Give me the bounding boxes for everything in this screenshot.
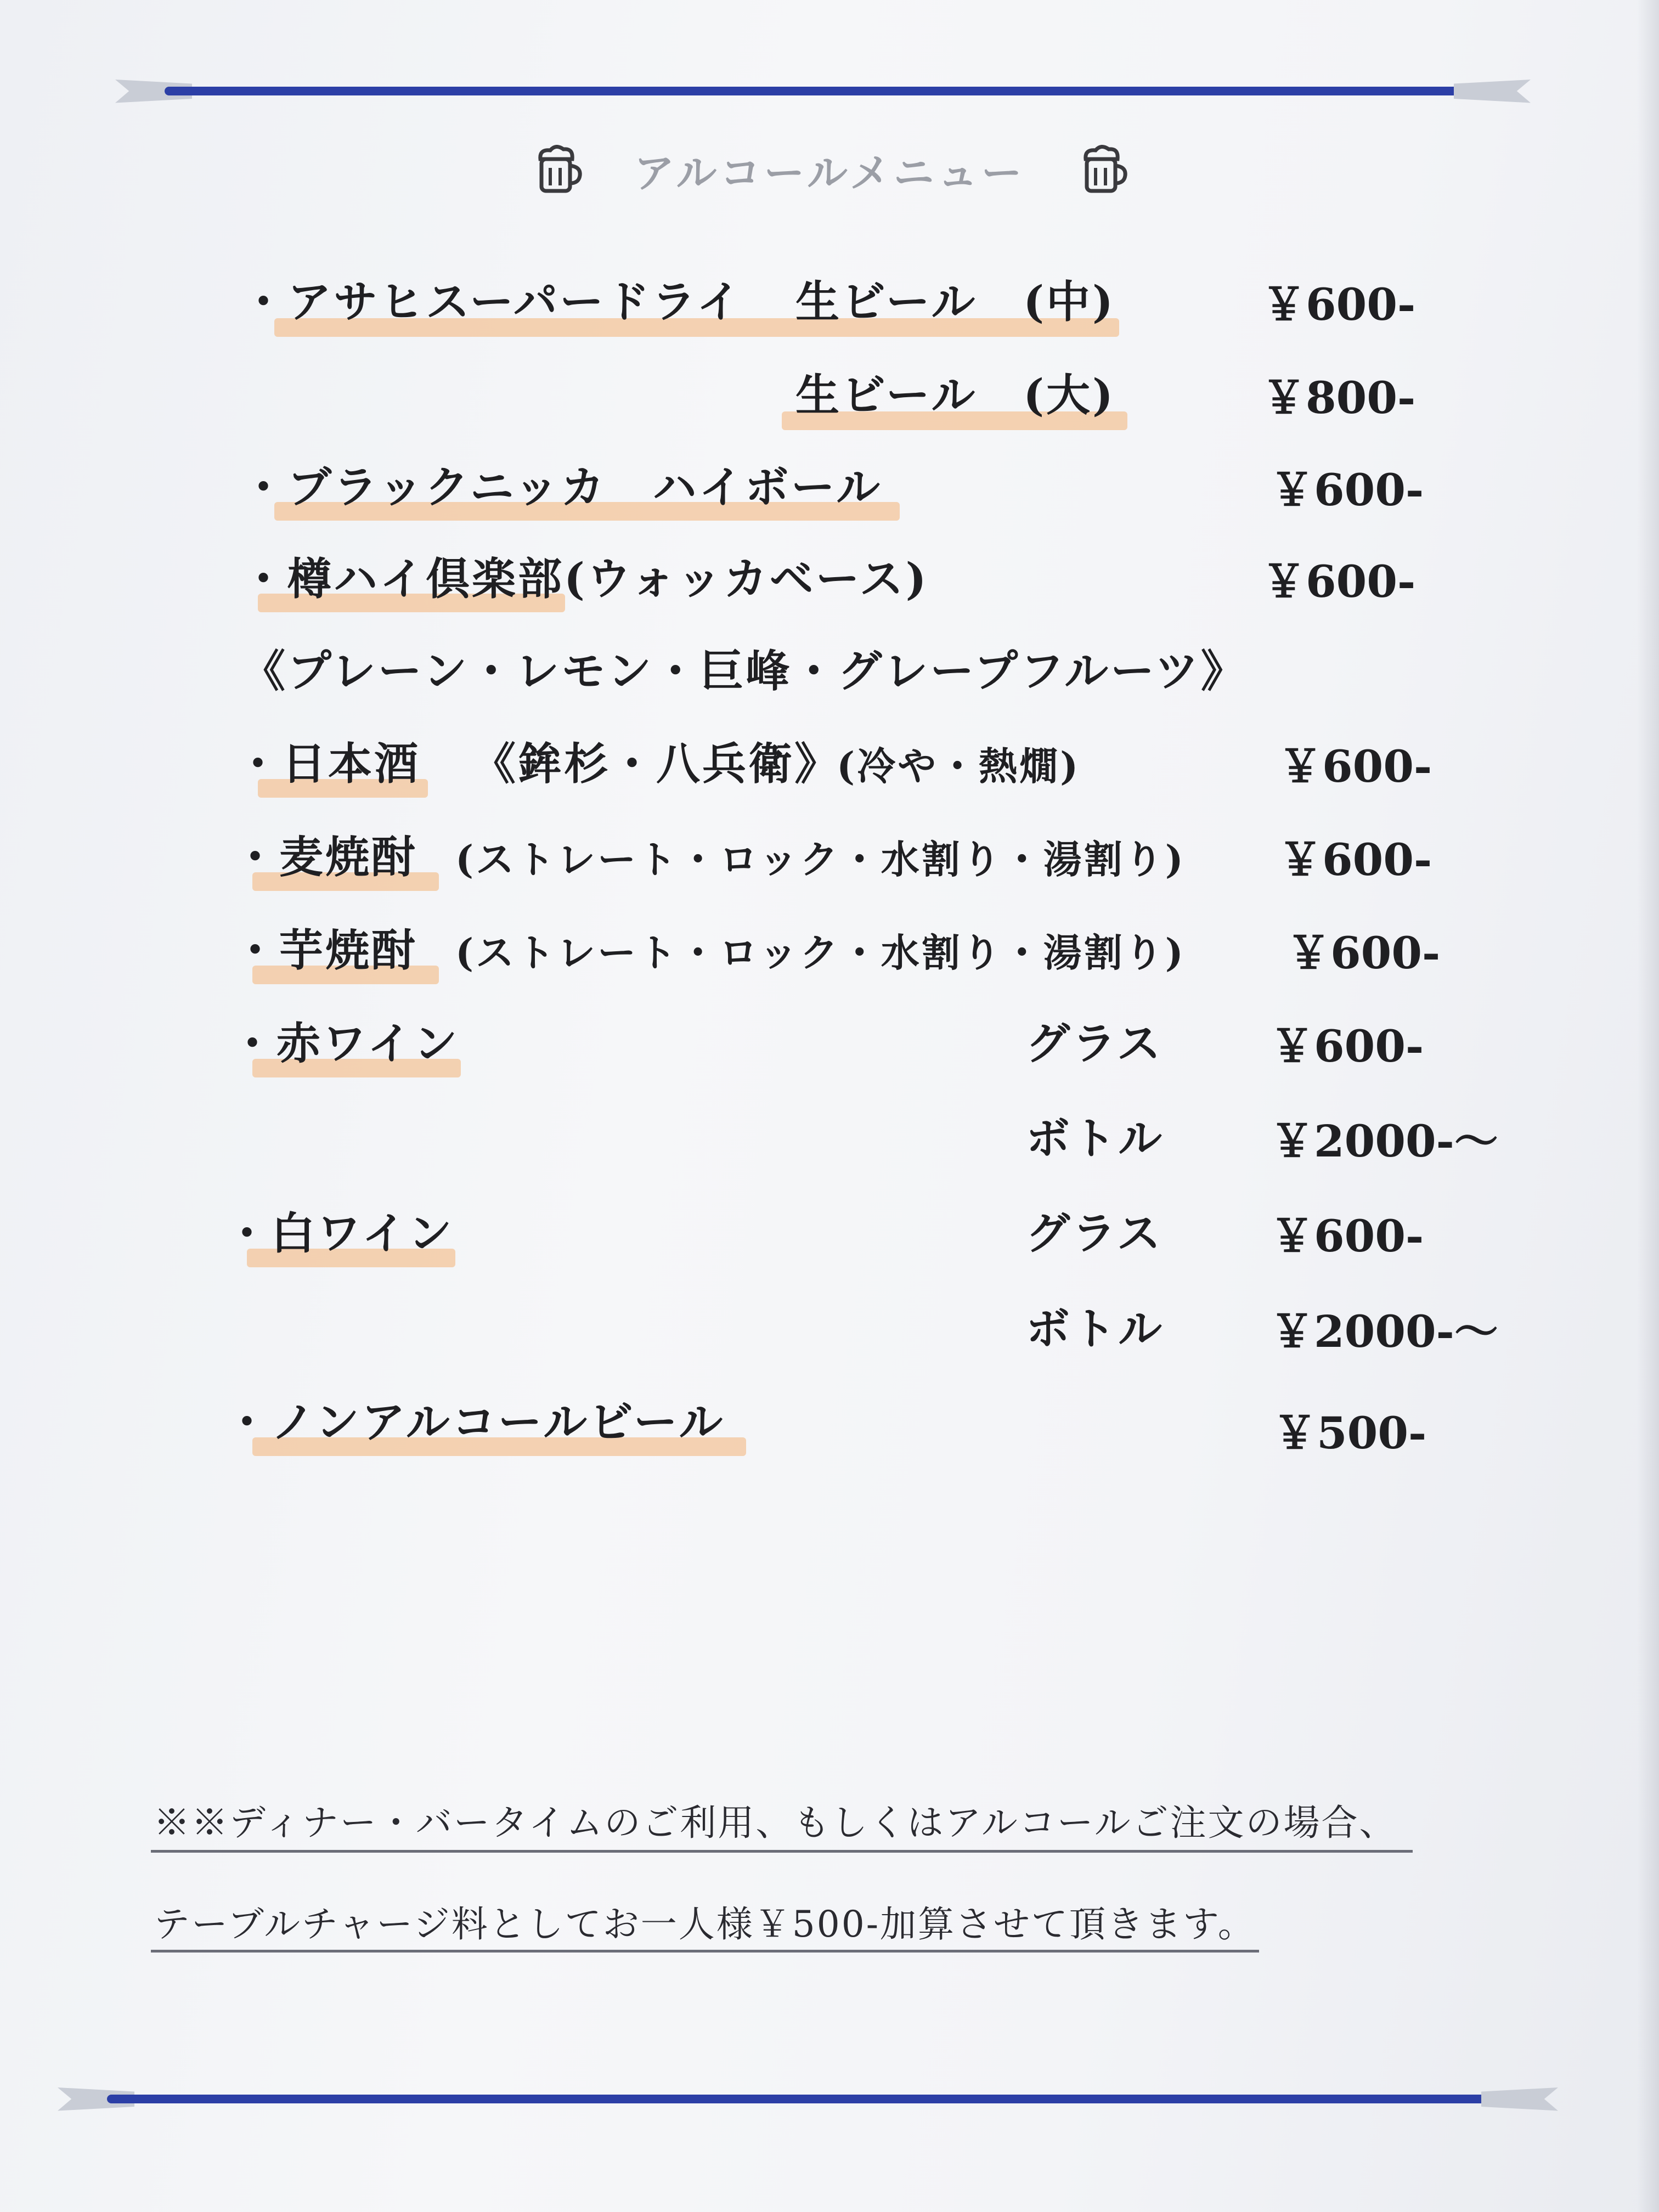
ribbon-flag-right bbox=[1481, 2085, 1558, 2112]
price-highball: ￥600- bbox=[1270, 464, 1424, 516]
item-mugi-shochu: ・麦焼酎 bbox=[233, 831, 417, 883]
red-wine-bottle-label: ボトル bbox=[1026, 1113, 1164, 1164]
mugi-serving: (ストレート・ロック・水割り・湯割り) bbox=[455, 837, 1186, 882]
note-underline-2 bbox=[151, 1950, 1259, 1953]
sake-serving: (冷や・熱燗) bbox=[837, 743, 1081, 789]
item-non-alcohol-beer: ・ノンアルコールビール bbox=[225, 1396, 725, 1448]
price-non-alcohol-beer: ￥500- bbox=[1273, 1407, 1427, 1459]
menu-header bbox=[0, 134, 1659, 206]
price-mugi-shochu: ￥600- bbox=[1278, 834, 1432, 885]
price-taruhai: ￥600- bbox=[1262, 556, 1416, 607]
bottom-ribbon bbox=[58, 2079, 1558, 2118]
sake-brands: 《鉾杉・八兵衛》 bbox=[472, 738, 840, 789]
red-wine-glass-label: グラス bbox=[1026, 1018, 1163, 1069]
price-red-wine-glass: ￥600- bbox=[1270, 1020, 1424, 1072]
top-ribbon bbox=[115, 71, 1531, 110]
item-imo-shochu: ・芋焼酎 bbox=[233, 924, 417, 976]
beer-mug-icon bbox=[1075, 143, 1130, 198]
taruhai-flavors: 《プレーン・レモン・巨峰・グレープフルーツ》 bbox=[241, 645, 1247, 697]
price-white-wine-glass: ￥600- bbox=[1270, 1210, 1424, 1262]
price-draft-large: ￥800- bbox=[1262, 372, 1416, 424]
price-sake: ￥600- bbox=[1278, 741, 1432, 792]
item-red-wine: ・赤ワイン bbox=[230, 1018, 460, 1069]
price-red-wine-bottle: ￥2000-～ bbox=[1270, 1115, 1498, 1167]
note-line-1: ※※ディナー・バータイムのご利用、もしくはアルコールご注文の場合、 bbox=[154, 1802, 1397, 1844]
beer-mug-icon bbox=[529, 143, 584, 198]
note-line-2: テーブルチャージ料としてお一人様￥500-加算させて頂きます。 bbox=[154, 1903, 1256, 1945]
price-draft-medium: ￥600- bbox=[1262, 279, 1416, 330]
option-draft-large: 生ビール (大) bbox=[795, 369, 1115, 421]
page-edge-shadow bbox=[1637, 0, 1659, 2212]
item-sake: ・日本酒 bbox=[236, 738, 420, 789]
ribbon-bar bbox=[107, 2095, 1509, 2103]
page-title: アルコールメニュー bbox=[634, 150, 1025, 197]
note-underline-1 bbox=[151, 1850, 1413, 1853]
item-asahi: ・アサヒスーパードライ bbox=[241, 276, 743, 328]
price-imo-shochu: ￥600- bbox=[1286, 927, 1441, 979]
white-wine-glass-label: グラス bbox=[1026, 1207, 1163, 1259]
item-highball: ・ブラックニッカ ハイボール bbox=[241, 461, 882, 513]
ribbon-flag-right bbox=[1454, 77, 1531, 104]
item-white-wine: ・白ワイン bbox=[225, 1207, 454, 1259]
price-white-wine-bottle: ￥2000-～ bbox=[1270, 1306, 1498, 1357]
ribbon-bar bbox=[165, 87, 1481, 95]
imo-serving: (ストレート・ロック・水割り・湯割り) bbox=[455, 930, 1186, 975]
option-draft-medium: 生ビール (中) bbox=[795, 276, 1115, 328]
item-taruhai: ・樽ハイ倶楽部(ウォッカベース) bbox=[241, 553, 929, 605]
white-wine-bottle-label: ボトル bbox=[1026, 1303, 1164, 1355]
